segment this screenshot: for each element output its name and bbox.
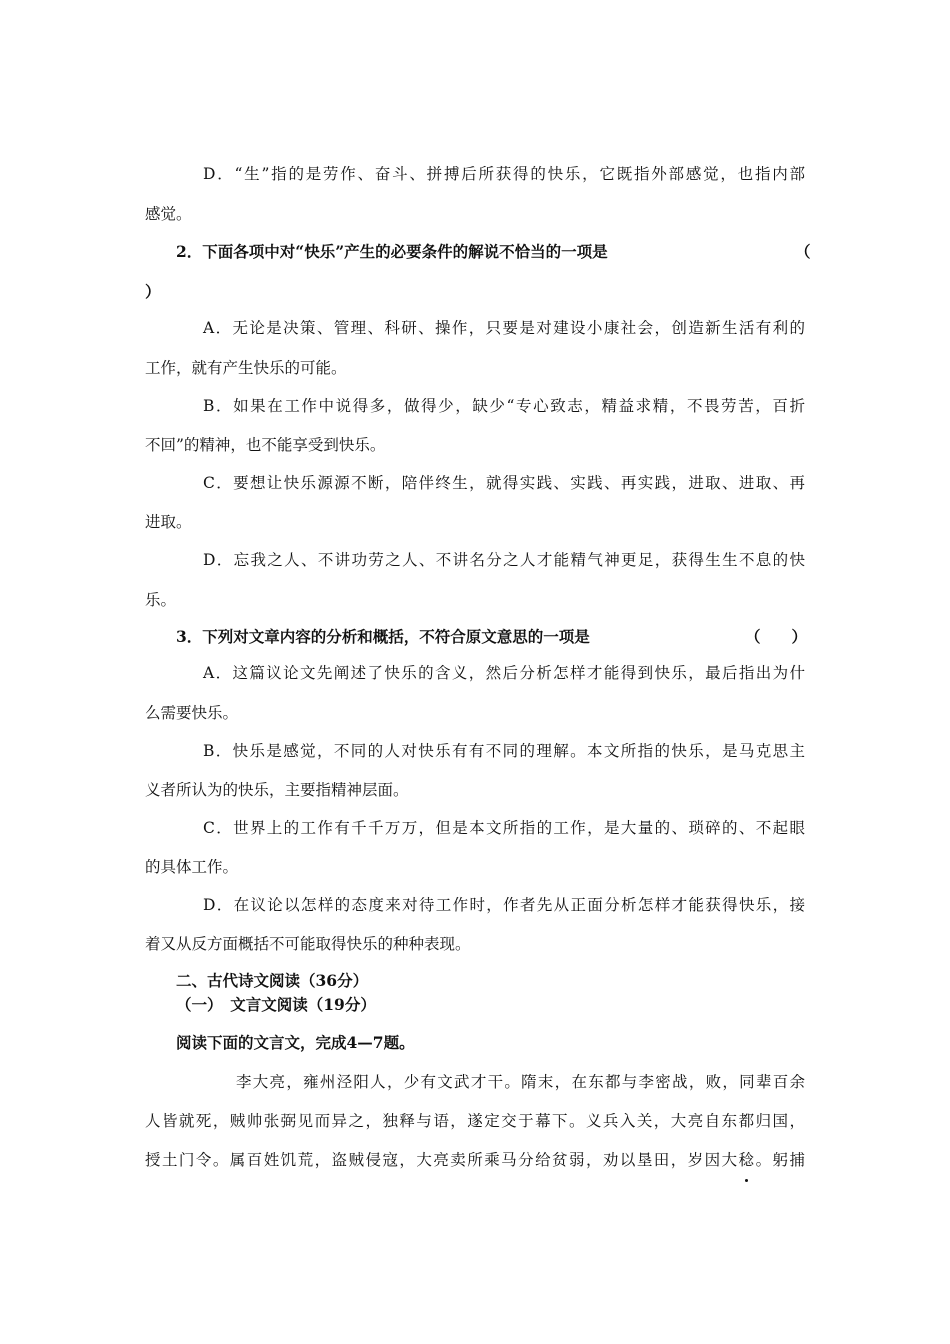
option-d-continued-line-2: 感觉。 — [145, 205, 192, 223]
q3-option-c-line-1: C．世界上的工作有千千万万，但是本文所指的工作，是大量的、琐碎的、不起眼 — [203, 819, 805, 837]
passage-line-2: 人皆就死，贼帅张弼见而异之，独释与语，遂定交于幕下。义兵入关，大亮自东都归国， — [145, 1112, 805, 1130]
q2-option-c-line-1: C．要想让快乐源源不断，陪伴终生，就得实践、实践、再实践，进取、进取、再 — [203, 474, 805, 492]
q3-option-b-line-1: B．快乐是感觉，不同的人对快乐有有不同的理解。本文所指的快乐，是马克思主 — [203, 742, 805, 760]
question-2-stem: 2．下面各项中对“快乐”产生的必要条件的解说不恰当的一项是 — [176, 242, 608, 261]
q2-option-b-line-1: B．如果在工作中说得多，做得少，缺少“专心致志，精益求精，不畏劳苦，百折 — [203, 397, 805, 415]
question-2-paren-open: （ — [795, 242, 811, 261]
q3-option-d-line-2: 着又从反方面概括不可能取得快乐的种种表现。 — [145, 935, 471, 953]
reading-instruction: 阅读下面的文言文，完成4—7题。 — [176, 1033, 415, 1052]
q3-option-b-line-2: 义者所认为的快乐，主要指精神层面。 — [145, 781, 409, 799]
q3-option-a-line-1: A．这篇议论文先阐述了快乐的含义，然后分析怎样才能得到快乐，最后指出为什 — [203, 664, 805, 682]
q3-option-c-line-2: 的具体工作。 — [145, 858, 239, 876]
emphasis-dot-mark — [745, 1179, 748, 1182]
q3-option-d-line-1: D．在议论以怎样的态度来对待工作时，作者先从正面分析怎样才能获得快乐，接 — [203, 896, 805, 914]
q2-option-c-line-2: 进取。 — [145, 513, 192, 531]
q2-option-d-line-1: D．忘我之人、不讲功劳之人、不讲名分之人才能精气神更足，获得生生不息的快 — [203, 551, 805, 569]
section-2-heading: 二、古代诗文阅读（36分） — [176, 971, 369, 990]
question-3-stem: 3．下列对文章内容的分析和概括，不符合原文意思的一项是 — [176, 627, 590, 646]
question-2-paren-close: ） — [145, 282, 161, 301]
question-3-answer-paren: （ ） — [745, 627, 808, 646]
passage-line-1: 李大亮，雍州泾阳人，少有文武才干。隋末，在东都与李密战，败，同辈百余 — [236, 1073, 805, 1091]
q2-option-a-line-1: A．无论是决策、管理、科研、操作，只要是对建设小康社会，创造新生活有利的 — [203, 319, 805, 337]
q3-option-a-line-2: 么需要快乐。 — [145, 704, 239, 722]
q2-option-b-line-2: 不回”的精神，也不能享受到快乐。 — [145, 436, 386, 454]
option-d-continued-line-1: D．“生”指的是劳作、奋斗、拼搏后所获得的快乐，它既指外部感觉，也指内部 — [203, 165, 805, 183]
q2-option-d-line-2: 乐。 — [145, 591, 177, 609]
passage-line-3: 授土门令。属百姓饥荒，盗贼侵寇，大亮卖所乘马分给贫弱，劝以垦田，岁因大稔。躬捕 — [145, 1151, 805, 1169]
q2-option-a-line-2: 工作，就有产生快乐的可能。 — [145, 359, 347, 377]
subsection-1-heading: （一） 文言文阅读（19分） — [176, 995, 376, 1014]
